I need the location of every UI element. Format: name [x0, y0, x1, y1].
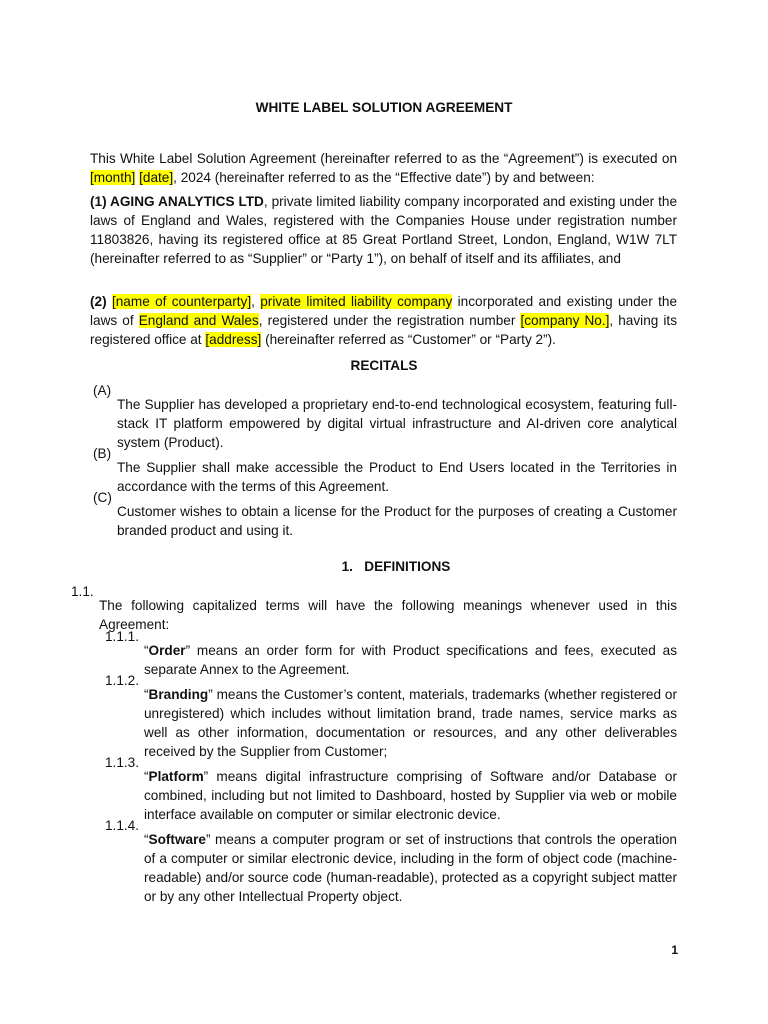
clause-number: 1.1.: [71, 584, 94, 599]
definition-number: 1.1.4.: [105, 818, 140, 833]
definition-branding: [144, 685, 677, 761]
defined-term: Order: [148, 642, 186, 658]
party2-text: , registered under the registration number: [258, 313, 521, 328]
month-placeholder: [month]: [90, 170, 136, 185]
address-placeholder: [address]: [205, 332, 262, 347]
quote-mark: “: [144, 831, 149, 847]
party1-paragraph: [90, 192, 677, 268]
definition-software: [144, 830, 677, 906]
party1-text: , private limited liability company incorporated and existing under the laws of England and Wales, registered with the Companies House under registration number 11803826, having its registered office at 85 Great Portland Street, London, England, W1W 7LT (hereinafter referred to as “Supplier” or “Party 1”), on behalf of itself and its affiliates, and: [90, 194, 677, 266]
party2-text-end: (hereinafter referred as “Customer” or “Party 2”).: [261, 332, 556, 347]
recital-text: Customer wishes to obtain a license for the Product for the purposes of creating a Customer branded product and using it.: [117, 503, 677, 538]
recital-marker: (C): [93, 490, 112, 505]
definition-text: ” means a computer program or set of instructions that controls the operation of a computer or similar electronic device, including in the form of object code (machine-readable) and/or source code (human-readable), protected as a copyright subject matter or by any other Intellectual Property object.: [144, 831, 677, 904]
jurisdiction-placeholder: England and Wales: [138, 313, 259, 328]
page-number: 1: [671, 943, 678, 957]
recital-marker: (A): [93, 383, 112, 398]
party2-paragraph: [90, 292, 677, 349]
date-placeholder: [date]: [139, 170, 174, 185]
recitals-heading: RECITALS: [350, 358, 418, 373]
defined-term: Software: [148, 831, 206, 847]
intro-text-end: , 2024 (hereinafter referred to as the “Effective date”) by and between:: [173, 170, 595, 185]
defined-term: Branding: [148, 686, 209, 702]
recital-text: The Supplier has developed a proprietary end-to-end technological ecosystem, featuring full-stack IT platform empowered by digital virtual infrastructure and AI-driven core analytical system (Product).: [117, 396, 677, 450]
definition-platform: [144, 767, 677, 824]
clause-text-content: The following capitalized terms will have the following meanings whenever used in this Agreement:: [99, 597, 677, 632]
clause-text: [99, 596, 677, 634]
definitions-heading: 1. DEFINITIONS: [341, 559, 451, 574]
definition-text: ” means an order form for with Product specifications and fees, executed as separate Annex to the Agreement.: [144, 642, 677, 677]
counterparty-name-placeholder: [name of counterparty]: [111, 294, 252, 309]
party2-label: (2): [90, 294, 107, 309]
definition-text: ” means digital infrastructure comprising of Software and/or Database or combined, including but not limited to Dashboard, hosted by Supplier via web or mobile interface available on computer or similar electronic device.: [144, 768, 677, 822]
party2-text: , having its registered office at: [90, 313, 677, 347]
recital-marker: (B): [93, 446, 112, 461]
definition-text: ” means the Customer’s content, materials, trademarks (whether registered or unregistered) which includes without limitation brand, trade names, service marks as well as other information, documentation or resources, and any other deliverables received by the Supplier from Customer;: [144, 686, 677, 759]
quote-mark: “: [144, 768, 149, 784]
definition-number: 1.1.3.: [105, 755, 140, 770]
recital-text: The Supplier shall make accessible the Product to End Users located in the Territories in accordance with the terms of this Agreement.: [117, 459, 677, 494]
intro-text: This White Label Solution Agreement (hereinafter referred to as the “Agreement”) is executed on: [90, 151, 677, 166]
intro-paragraph: [90, 149, 677, 187]
definition-number: 1.1.1.: [105, 629, 140, 644]
document-title: WHITE LABEL SOLUTION AGREEMENT: [255, 100, 513, 115]
defined-term: Platform: [148, 768, 204, 784]
quote-mark: “: [144, 686, 149, 702]
quote-mark: “: [144, 642, 149, 658]
comma: ,: [251, 294, 261, 309]
party1-label: (1) AGING ANALYTICS LTD: [90, 194, 264, 209]
company-type-placeholder: private limited liability company: [260, 294, 453, 309]
company-number-placeholder: [company No.]: [520, 313, 610, 328]
party2-text: incorporated and existing under the laws of: [90, 294, 677, 328]
definition-number: 1.1.2.: [105, 673, 140, 688]
definition-order: [144, 641, 677, 679]
